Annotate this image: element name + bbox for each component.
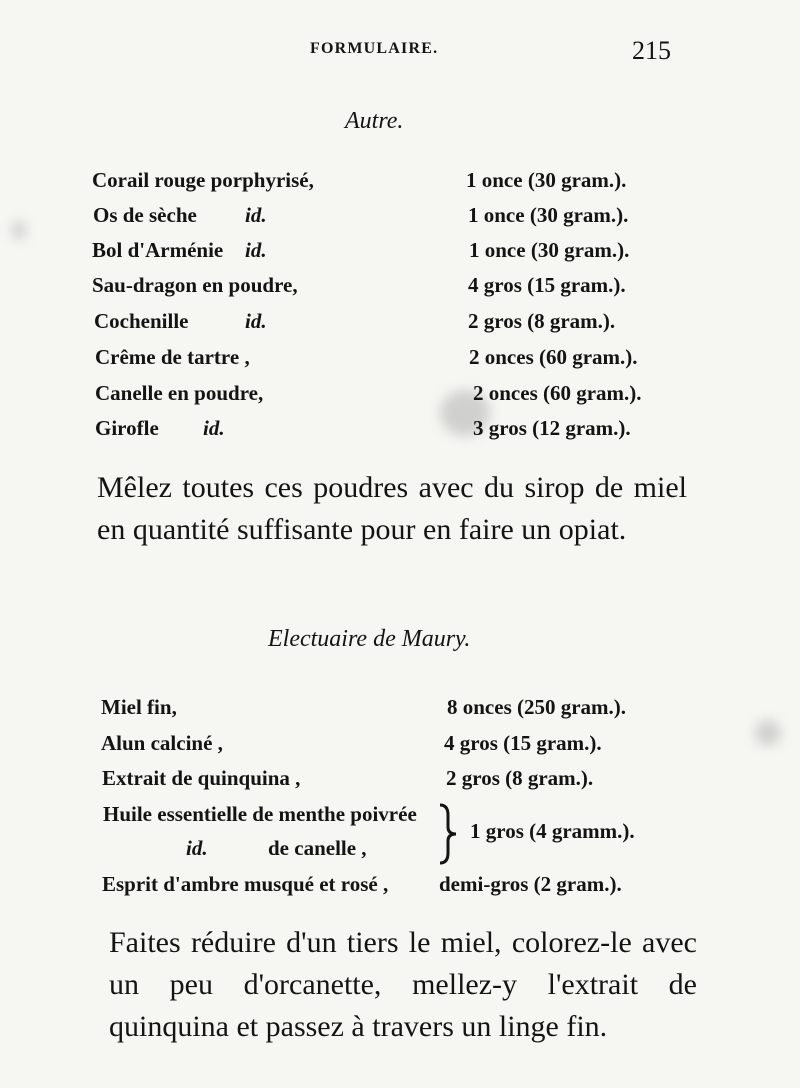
ingredient-idem: id. — [203, 416, 225, 440]
recipe-row — [0, 766, 800, 800]
section-title-electuaire: Electuaire de Maury. — [268, 626, 471, 652]
ingredient-quantity: 2 gros (8 gram.). — [468, 309, 616, 333]
ingredient-name: Girofle — [95, 416, 159, 440]
ingredient-name: Canelle en poudre, — [95, 381, 264, 405]
ingredient-idem: id. — [245, 203, 267, 227]
ingredient-quantity: 2 onces (60 gram.). — [473, 381, 642, 405]
ingredient-quantity: 1 gros (4 gramm.). — [470, 819, 635, 843]
ingredient-quantity: 8 onces (250 gram.). — [447, 695, 627, 719]
recipe-row — [0, 309, 800, 343]
recipe-row — [0, 731, 800, 765]
grouped-quantity-row — [0, 819, 800, 853]
recipe-row — [0, 695, 800, 729]
ingredient-quantity: 3 gros (12 gram.). — [473, 416, 631, 440]
ingredient-quantity: 4 gros (15 gram.). — [444, 731, 602, 755]
ingredient-name: Miel fin, — [101, 695, 177, 719]
ingredient-name: de canelle , — [268, 836, 367, 860]
recipe-row — [0, 238, 800, 272]
recipe-row — [0, 872, 800, 906]
ingredient-name: Corail rouge porphyrisé, — [92, 168, 314, 192]
ingredient-idem: id. — [245, 238, 267, 262]
recipe-row — [0, 416, 800, 450]
ingredient-quantity: 2 gros (8 gram.). — [446, 766, 594, 790]
recipe-row — [0, 273, 800, 307]
page-number: 215 — [632, 36, 671, 65]
recipe-row — [0, 381, 800, 415]
ingredient-name: Alun calciné , — [101, 731, 223, 755]
ingredient-name: Sau-dragon en poudre, — [92, 273, 298, 297]
ingredient-quantity: 4 gros (15 gram.). — [468, 273, 626, 297]
ingredient-name: Bol d'Arménie — [92, 238, 224, 262]
recipe-row — [0, 168, 800, 202]
ingredient-quantity: 2 onces (60 gram.). — [469, 345, 638, 369]
ingredient-name: Os de sèche — [93, 203, 197, 227]
ingredient-quantity: 1 once (30 gram.). — [466, 168, 627, 192]
ingredient-quantity: demi-gros (2 gram.). — [439, 872, 622, 896]
ingredient-name: Huile essentielle de menthe poivrée — [103, 802, 417, 826]
ingredient-quantity: 1 once (30 gram.). — [469, 238, 630, 262]
ingredient-name: Crême de tartre , — [95, 345, 250, 369]
running-header: FORMULAIRE. — [310, 40, 439, 57]
instruction-paragraph: Faites réduire d'un tiers le miel, colorez-le avec un peu d'orcanette, mellez-y l'extrait de quinquina et passez à travers un linge fin. — [109, 926, 697, 1043]
recipe-row — [0, 345, 800, 379]
ingredient-quantity: 1 once (30 gram.). — [468, 203, 629, 227]
ingredient-idem: id. — [245, 309, 267, 333]
ingredient-name: Extrait de quinquina , — [102, 766, 301, 790]
ingredient-name: Esprit d'ambre musqué et rosé , — [102, 872, 389, 896]
instruction-paragraph: Mêlez toutes ces poudres avec du sirop de miel en quantité suffisante pour en faire un opiat. — [97, 471, 687, 546]
ingredient-idem: id. — [186, 836, 208, 860]
ingredient-name: Cochenille — [94, 309, 189, 333]
recipe-row — [0, 203, 800, 237]
section-title-autre: Autre. — [345, 108, 404, 134]
